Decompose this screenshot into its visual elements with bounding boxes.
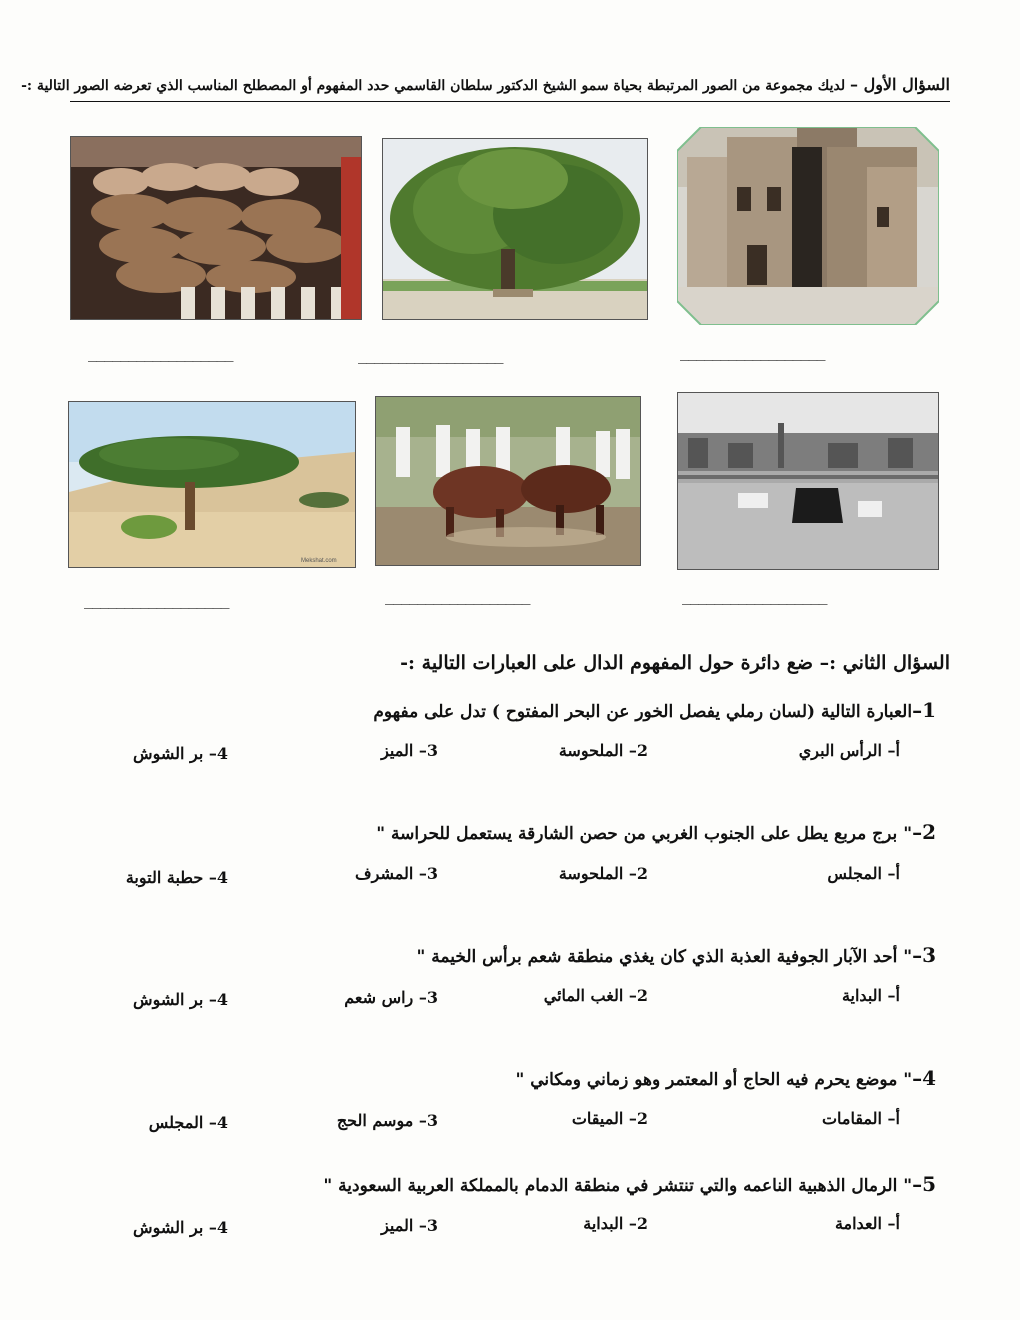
option-3d[interactable]: 4– بر الشوش: [133, 990, 228, 1009]
photo-bread-in-crate: [70, 136, 362, 320]
answer-blank-2[interactable]: __________________: [358, 346, 503, 364]
option-5b[interactable]: 2– البداية: [583, 1214, 648, 1233]
question2-item-1: [373, 698, 936, 722]
photo-bull-fighting: [375, 396, 641, 566]
question1-title: [21, 74, 950, 102]
item-statement: العبارة التالية (لسان رملي يفصل الخور عن البحر المفتوح ) تدل على مفهوم: [373, 702, 913, 722]
option-1b[interactable]: 2– الملحوسة: [558, 741, 648, 760]
question2-item-4: [515, 1066, 936, 1090]
watermark-text: Mekshat.com: [301, 558, 337, 564]
item-number: 1–: [912, 698, 936, 722]
answer-blank-6[interactable]: __________________: [84, 591, 229, 609]
item-statement: " برج مربع يطل على الجنوب الغربي من حصن الشارقة يستعمل للحراسة ": [376, 824, 913, 844]
photo-old-fort-building: [677, 127, 939, 325]
option-1d[interactable]: 4– بر الشوش: [133, 744, 228, 763]
option-5a[interactable]: أ– العدامة: [834, 1214, 900, 1233]
item-statement: " الرمال الذهبية الناعمه والتي تنتشر في منطقة الدمام بالمملكة العربية السعودية ": [323, 1176, 913, 1196]
question1-title-text: لديك مجموعة من الصور المرتبطة بحياة سمو الشيخ الدكتور سلطان القاسمي حدد المفهوم أو المصطلح المناسب الذي تعرضه الصور التالية :-: [21, 78, 846, 94]
question2-item-3: [417, 943, 937, 967]
item-statement: " أحد الآبار الجوفية العذبة الذي كان يغذي منطقة شعم برأس الخيمة ": [416, 947, 913, 967]
photo-acacia-tree-desert: [68, 401, 356, 568]
option-4c[interactable]: 3– موسم الحج: [336, 1111, 438, 1130]
option-5d[interactable]: 4– بر الشوش: [133, 1218, 228, 1237]
option-4d[interactable]: 4– المجلس: [148, 1113, 228, 1132]
photo-kaaba-old: [677, 392, 939, 570]
question2-title: السؤال الثاني :– ضع دائرة حول المفهوم الدال على العبارات التالية :-: [400, 652, 950, 674]
option-3a[interactable]: أ– البداية: [841, 986, 900, 1005]
option-1a[interactable]: أ– الرأس البري: [798, 741, 900, 760]
option-2c[interactable]: 3– المشرف: [355, 864, 438, 883]
option-5c[interactable]: 3– الميز: [381, 1216, 438, 1235]
option-1c[interactable]: 3– الميز: [381, 741, 438, 760]
option-2a[interactable]: أ– المجلس: [827, 864, 900, 883]
answer-blank-4[interactable]: __________________: [682, 587, 827, 605]
question1-title-lead: السؤال الأول –: [850, 75, 950, 94]
answer-blank-3[interactable]: __________________: [88, 344, 233, 362]
option-4a[interactable]: أ– المقامات: [821, 1109, 900, 1128]
item-number: 3–: [912, 943, 936, 967]
answer-blank-5[interactable]: __________________: [385, 587, 530, 605]
option-4b[interactable]: 2– الميقات: [571, 1109, 648, 1128]
item-statement: " موضع يحرم فيه الحاج أو المعتمر وهو زماني ومكاني ": [515, 1070, 913, 1090]
answer-blank-1[interactable]: __________________: [680, 343, 825, 361]
option-2b[interactable]: 2– الملحوسة: [558, 864, 648, 883]
item-number: 2–: [912, 820, 936, 844]
option-2d[interactable]: 4– حطبة التوبة: [125, 868, 228, 887]
option-3b[interactable]: 2– الغب المائي: [543, 986, 648, 1005]
option-3c[interactable]: 3– راس شعم: [344, 988, 438, 1007]
photo-large-tree: [382, 138, 648, 320]
item-number: 4–: [912, 1066, 936, 1090]
question2-item-5: [323, 1172, 936, 1196]
question2-item-2: [376, 820, 936, 844]
item-number: 5–: [912, 1172, 936, 1196]
